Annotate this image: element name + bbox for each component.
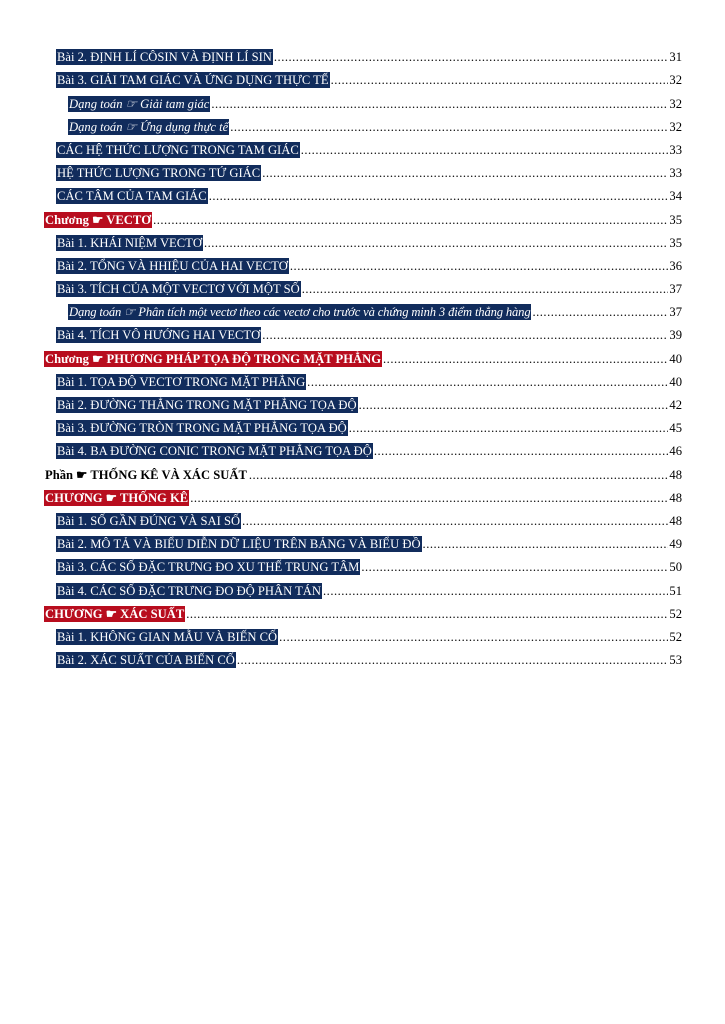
- toc-entry-label: Dạng toán ☞ Ứng dụng thực tế: [69, 119, 229, 134]
- dot-leader: [242, 513, 668, 529]
- toc-entry-label: Bài 2. MÔ TẢ VÀ BIỂU DIỄN DỮ LIỆU TRÊN BẢNG VÀ BIỂU ĐỒ: [57, 537, 421, 552]
- toc-entry[interactable]: [44, 413, 682, 436]
- toc-page-number: 33: [669, 166, 682, 181]
- toc-page-number: 31: [669, 50, 682, 65]
- toc-page-number: 40: [669, 374, 682, 389]
- toc-entry-label: Bài 3. CÁC SỐ ĐẶC TRƯNG ĐO XU THẾ TRUNG TÂM: [57, 560, 360, 575]
- toc-entry-label: Bài 1. SỐ GẦN ĐÚNG VÀ SAI SỐ: [57, 513, 241, 528]
- toc-entry-label: Bài 2. TỔNG VÀ HHIỆU CỦA HAI VECTƠ: [57, 258, 288, 273]
- toc-entry[interactable]: [44, 645, 682, 668]
- dot-leader: [204, 235, 668, 251]
- dot-leader: [237, 652, 669, 668]
- toc-entry[interactable]: [44, 135, 682, 158]
- toc-chapter-label: Chương ☛ PHƯƠNG PHÁP TỌA ĐỘ TRONG MẶT PHẲNG: [45, 351, 382, 366]
- toc-page-number: 32: [669, 96, 682, 111]
- toc-chapter-label: Chương ☛ VECTƠ: [45, 212, 152, 227]
- dot-leader: [361, 559, 668, 575]
- dot-leader: [153, 212, 668, 228]
- dot-leader: [383, 351, 668, 367]
- toc-entry[interactable]: [44, 297, 682, 320]
- toc-entry[interactable]: [44, 390, 682, 413]
- toc-entry[interactable]: [44, 181, 682, 204]
- toc-entry[interactable]: [44, 367, 682, 390]
- toc-entry[interactable]: [44, 158, 682, 181]
- toc-chapter-entry[interactable]: [44, 483, 682, 506]
- dot-leader: [262, 327, 668, 343]
- toc-entry[interactable]: [44, 529, 682, 552]
- toc-entry-label: Dạng toán ☞ Giải tam giác: [69, 96, 210, 111]
- toc-page-number: 42: [669, 398, 682, 412]
- dot-leader: [301, 142, 669, 158]
- toc-entry-label: Bài 4. CÁC SỐ ĐẶC TRƯNG ĐO ĐỘ PHÂN TÁN: [57, 583, 322, 598]
- dot-leader: [302, 281, 669, 297]
- dot-leader: [186, 606, 668, 622]
- dot-leader: [349, 420, 669, 436]
- toc-entry[interactable]: [44, 436, 682, 459]
- toc-page-number: 52: [669, 606, 682, 621]
- toc-chapter-entry[interactable]: [44, 204, 682, 227]
- toc-page-number: 40: [669, 351, 682, 366]
- dot-leader: [307, 374, 668, 390]
- toc-entry-label: Bài 2. ĐƯỜNG THẲNG TRONG MẶT PHẲNG TỌA ĐỘ: [57, 398, 357, 412]
- toc-page-number: 51: [669, 583, 682, 598]
- toc-entry-label: HỆ THỨC LƯỢNG TRONG TỨ GIÁC: [57, 166, 261, 181]
- toc-entry[interactable]: [44, 251, 682, 274]
- toc-entry-label: Dạng toán ☞ Phân tích một vectơ theo các vectơ cho trước và chứng minh 3 điểm thẳng hàng: [69, 305, 531, 320]
- toc-entry-label: Bài 4. BA ĐƯỜNG CONIC TRONG MẶT PHẲNG TỌA ĐỘ: [57, 444, 372, 459]
- toc-page-number: 32: [669, 73, 682, 88]
- dot-leader: [359, 397, 669, 413]
- dot-leader: [331, 72, 669, 88]
- toc-entry-label: Bài 3. ĐƯỜNG TRÒN TRONG MẶT PHẲNG TỌA ĐỘ: [57, 421, 347, 436]
- dot-leader: [211, 96, 668, 112]
- toc-entry-label: Bài 2. ĐỊNH LÍ CÔSIN VÀ ĐỊNH LÍ SIN: [57, 50, 272, 65]
- toc-page-number: 35: [669, 235, 682, 250]
- toc-entry-label: Bài 1. TỌA ĐỘ VECTƠ TRONG MẶT PHẲNG: [57, 374, 306, 389]
- toc-entry[interactable]: [44, 65, 682, 88]
- dot-leader: [230, 119, 668, 135]
- toc-page-number: 37: [669, 305, 682, 320]
- toc-entry[interactable]: [44, 112, 682, 135]
- toc-page-number: 46: [669, 444, 682, 459]
- toc-entry-label: CÁC HỆ THỨC LƯỢNG TRONG TAM GIÁC: [57, 142, 299, 157]
- toc-entry-label: Bài 4. TÍCH VÔ HƯỚNG HAI VECTƠ: [57, 328, 261, 343]
- toc-chapter-label: CHƯƠNG ☛ THỐNG KÊ: [45, 490, 189, 505]
- toc-page-number: 50: [669, 560, 682, 575]
- toc-page-number: 53: [669, 653, 682, 668]
- toc-entry[interactable]: [44, 552, 682, 575]
- toc-entry-label: Bài 1. KHÁI NIỆM VECTƠ: [57, 235, 202, 250]
- dot-leader: [249, 467, 669, 483]
- toc-part-label: Phần ☛ THỐNG KÊ VÀ XÁC SUẤT: [45, 467, 247, 482]
- toc-entry[interactable]: [44, 88, 682, 111]
- toc-page-number: 49: [669, 537, 682, 552]
- dot-leader: [423, 536, 669, 552]
- toc-entry[interactable]: [44, 320, 682, 343]
- toc-page-number: 34: [669, 189, 682, 204]
- dot-leader: [279, 629, 668, 645]
- toc-page-number: 37: [669, 282, 682, 297]
- toc-page-number: 32: [669, 119, 682, 134]
- toc-entry-label: CÁC TÂM CỦA TAM GIÁC: [57, 189, 207, 204]
- toc-entry[interactable]: [44, 42, 682, 65]
- toc-page-number: 33: [669, 142, 682, 157]
- toc-entry-label: Bài 3. GIẢI TAM GIÁC VÀ ỨNG DỤNG THỰC TẾ: [57, 73, 329, 88]
- dot-leader: [374, 443, 669, 459]
- table-of-contents: [44, 42, 682, 668]
- toc-entry-label: Bài 1. KHÔNG GIAN MẪU VÀ BIẾN CỐ: [57, 629, 278, 644]
- toc-page-number: 35: [669, 212, 682, 227]
- dot-leader: [274, 49, 669, 65]
- dot-leader: [190, 490, 668, 506]
- toc-chapter-label: CHƯƠNG ☛ XÁC SUẤT: [45, 606, 185, 621]
- dot-leader: [290, 258, 669, 274]
- toc-page-number: 48: [669, 467, 682, 482]
- toc-page-number: 39: [669, 328, 682, 343]
- toc-page-number: 36: [669, 258, 682, 273]
- toc-page-number: 48: [669, 490, 682, 505]
- toc-part-entry[interactable]: [44, 459, 682, 482]
- dot-leader: [323, 583, 668, 599]
- toc-entry-label: Bài 2. XÁC SUẤT CỦA BIẾN CỐ: [57, 653, 235, 668]
- toc-entry[interactable]: [44, 506, 682, 529]
- toc-entry[interactable]: [44, 274, 682, 297]
- toc-entry[interactable]: [44, 575, 682, 598]
- toc-page-number: 45: [669, 421, 682, 436]
- toc-entry[interactable]: [44, 622, 682, 645]
- toc-page-number: 52: [669, 629, 682, 644]
- toc-page-number: 48: [669, 513, 682, 528]
- toc-entry-label: Bài 3. TÍCH CỦA MỘT VECTƠ VỚI MỘT SỐ: [57, 282, 300, 297]
- toc-entry[interactable]: [44, 228, 682, 251]
- toc-chapter-entry[interactable]: [44, 343, 682, 366]
- toc-chapter-entry[interactable]: [44, 599, 682, 622]
- dot-leader: [209, 188, 669, 204]
- dot-leader: [262, 165, 668, 181]
- dot-leader: [532, 304, 668, 320]
